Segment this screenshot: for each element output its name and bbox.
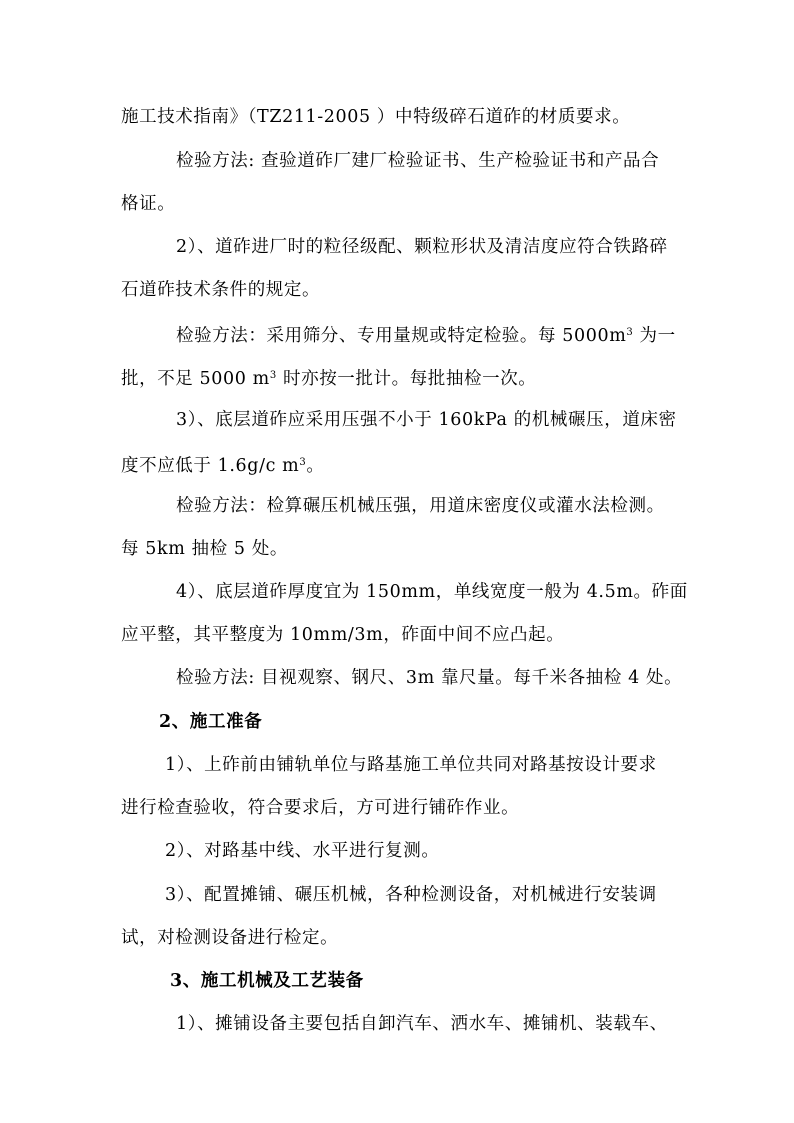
text-line: 检验方法：检算碾压机械压强，用道床密度仪或灌水法检测。	[176, 496, 665, 516]
text-run: 时亦按一批计。每批抽检一次。	[276, 369, 537, 389]
text-line: 2）、道砟进厂时的粒径级配、颗粒形状及清洁度应符合铁路碎	[176, 237, 668, 257]
text-line: 试，对检测设备进行检定。	[121, 928, 339, 948]
superscript: 3	[269, 370, 277, 381]
text-line: 进行检查验收，符合要求后，方可进行铺砟作业。	[121, 798, 520, 818]
text-line: 应平整，其平整度为 10mm/3m，砟面中间不应凸起。	[121, 625, 565, 645]
text-run: 度不应低于 1.6g/c m	[121, 456, 300, 476]
text-line	[121, 452, 324, 477]
text-line: 3）、配置摊铺、碾压机械，各种检测设备，对机械进行安装调	[165, 885, 657, 905]
text-line	[121, 365, 536, 390]
text-line: 检验方法: 目视观察、钢尺、3m 靠尺量。每千米各抽检 4 处。	[176, 668, 683, 688]
text-line: 格证。	[121, 194, 176, 214]
text-line	[176, 322, 676, 347]
text-line: 2）、对路基中线、水平进行复测。	[165, 841, 440, 861]
superscript: 3	[626, 327, 634, 338]
section-heading: 2、施工准备	[159, 712, 263, 732]
text-run: 检验方法：采用筛分、专用量规或特定检验。每 5000m	[176, 326, 627, 346]
text-run: 。	[306, 456, 325, 476]
text-line: 石道砟技术条件的规定。	[121, 280, 321, 300]
text-line: 1）、摊铺设备主要包括自卸汽车、洒水车、摊铺机、装载车、	[176, 1014, 668, 1034]
text-line: 1）、上砟前由铺轨单位与路基施工单位共同对路基按设计要求	[165, 755, 657, 775]
text-line: 4）、底层道砟厚度宜为 150mm，单线宽度一般为 4.5m。砟面	[176, 582, 688, 602]
text-line: 每 5km 抽检 5 处。	[121, 539, 289, 559]
text-line: 施工技术指南》（TZ211-2005 ）中特级碎石道砟的材质要求。	[121, 107, 631, 127]
superscript: 3	[299, 457, 307, 468]
text-run: 批，不足 5000 m	[121, 369, 270, 389]
text-line: 3）、底层道砟应采用压强不小于 160kPa 的机械碾压，道床密	[176, 410, 677, 430]
text-line: 检验方法: 查验道砟厂建厂检验证书、生产检验证书和产品合	[176, 151, 660, 171]
section-heading: 3、施工机械及工艺装备	[170, 971, 364, 991]
text-run: 为一	[633, 326, 676, 346]
